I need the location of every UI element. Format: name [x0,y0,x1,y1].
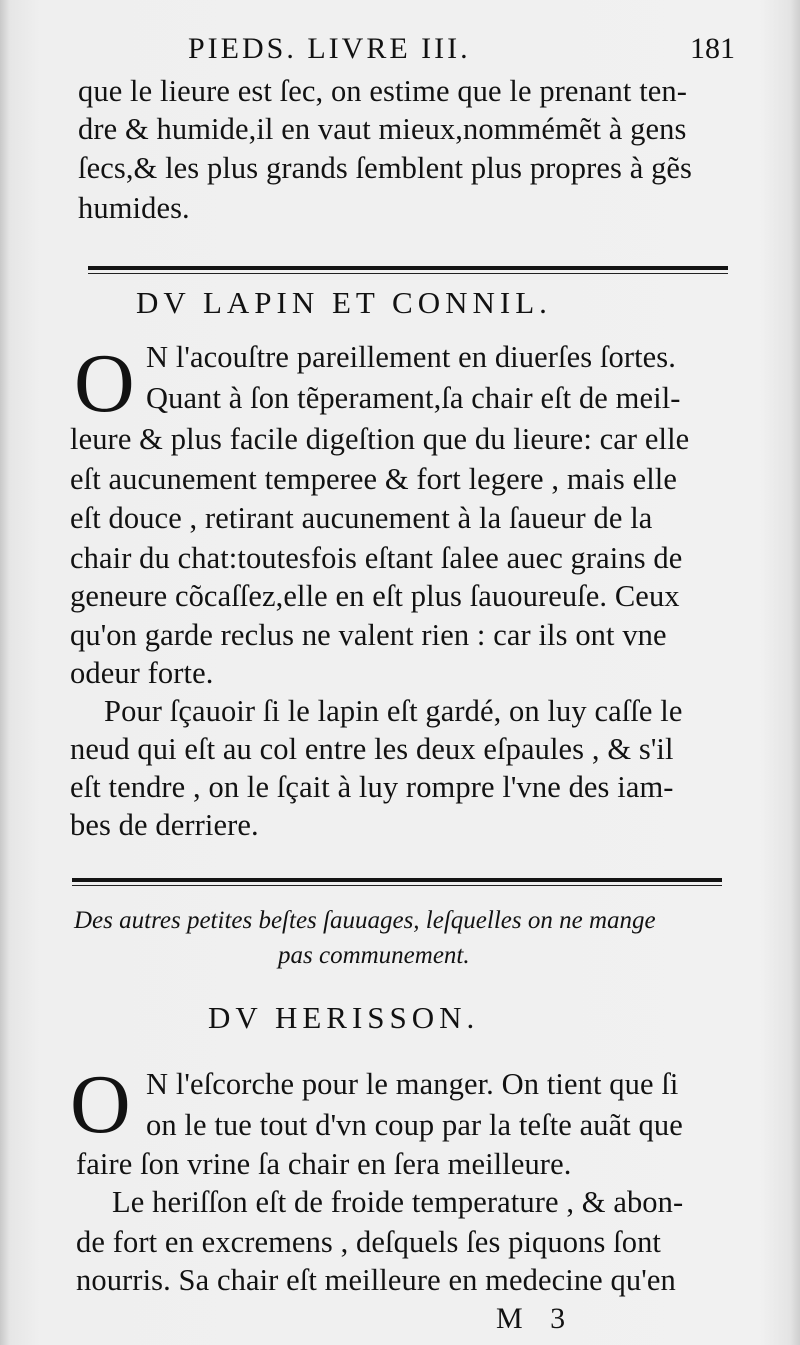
section-rule [72,878,722,882]
text-line: leure & plus facile digeſtion que du lieure: car elle [70,422,690,456]
text-line: qu'on garde reclus ne valent rien : car ils ont vne [70,618,667,652]
signature-mark: M 3 [496,1302,576,1335]
text-line: de fort en excremens , deſquels ſes piquons ſont [76,1225,661,1259]
drop-cap: O [70,1058,131,1151]
text-line: geneure cõcaſſez,elle en eſt plus ſauoureuſe. Ceux [70,579,680,613]
heading-lapin: DV LAPIN ET CONNIL. [136,285,552,320]
text-line: ſecs,& les plus grands ſemblent plus propres à gẽs [78,151,693,185]
text-line: eſt aucunement temperee & fort legere , mais elle [70,462,677,496]
drop-cap: O [74,337,135,430]
text-line: odeur forte. [70,656,214,690]
text-line: dre & humide,il en vaut mieux,nommémẽt à gens [78,112,687,146]
page-number: 181 [690,32,735,65]
text-line: eſt tendre , on le ſçait à luy rompre l'vne des iam- [70,770,674,804]
text-line: chair du chat:toutesfois eſtant ſalee auec grains de [70,541,683,575]
running-head: PIEDS. LIVRE III. [188,32,471,65]
text-line: on le tue tout d'vn coup par la teſte auãt que [146,1108,683,1142]
text-line: nourris. Sa chair eſt meilleure en medecine qu'en [76,1263,676,1297]
heading-herisson: DV HERISSON. [208,1000,480,1035]
section-title-line: pas communement. [278,942,470,969]
text-line: eſt douce , retirant aucunement à la ſaueur de la [70,501,653,535]
text-line: Le heriſſon eſt de froide temperature , & abon- [112,1185,684,1219]
text-line: N l'acouſtre pareillement en diuerſes ſortes. [146,340,676,374]
text-line: neud qui eſt au col entre les deux eſpaules , & s'il [70,732,674,766]
section-rule [88,266,728,270]
text-line: faire ſon vrine ſa chair en ſera meilleure. [76,1147,572,1181]
text-line: Quant à ſon tẽperament,ſa chair eſt de meil- [146,381,681,415]
text-line: N l'eſcorche pour le manger. On tient que ſi [146,1067,679,1101]
section-title-line: Des autres petites beſtes ſauuages, leſquelles on ne mange [74,907,656,934]
section-rule-thin [88,273,728,274]
text-line: humides. [78,191,190,225]
text-line: bes de derriere. [70,808,259,842]
text-line: Pour ſçauoir ſi le lapin eſt gardé, on luy caſſe le [104,694,683,728]
section-rule-thin [72,885,722,886]
text-line: que le lieure est ſec, on estime que le prenant ten- [78,74,688,108]
